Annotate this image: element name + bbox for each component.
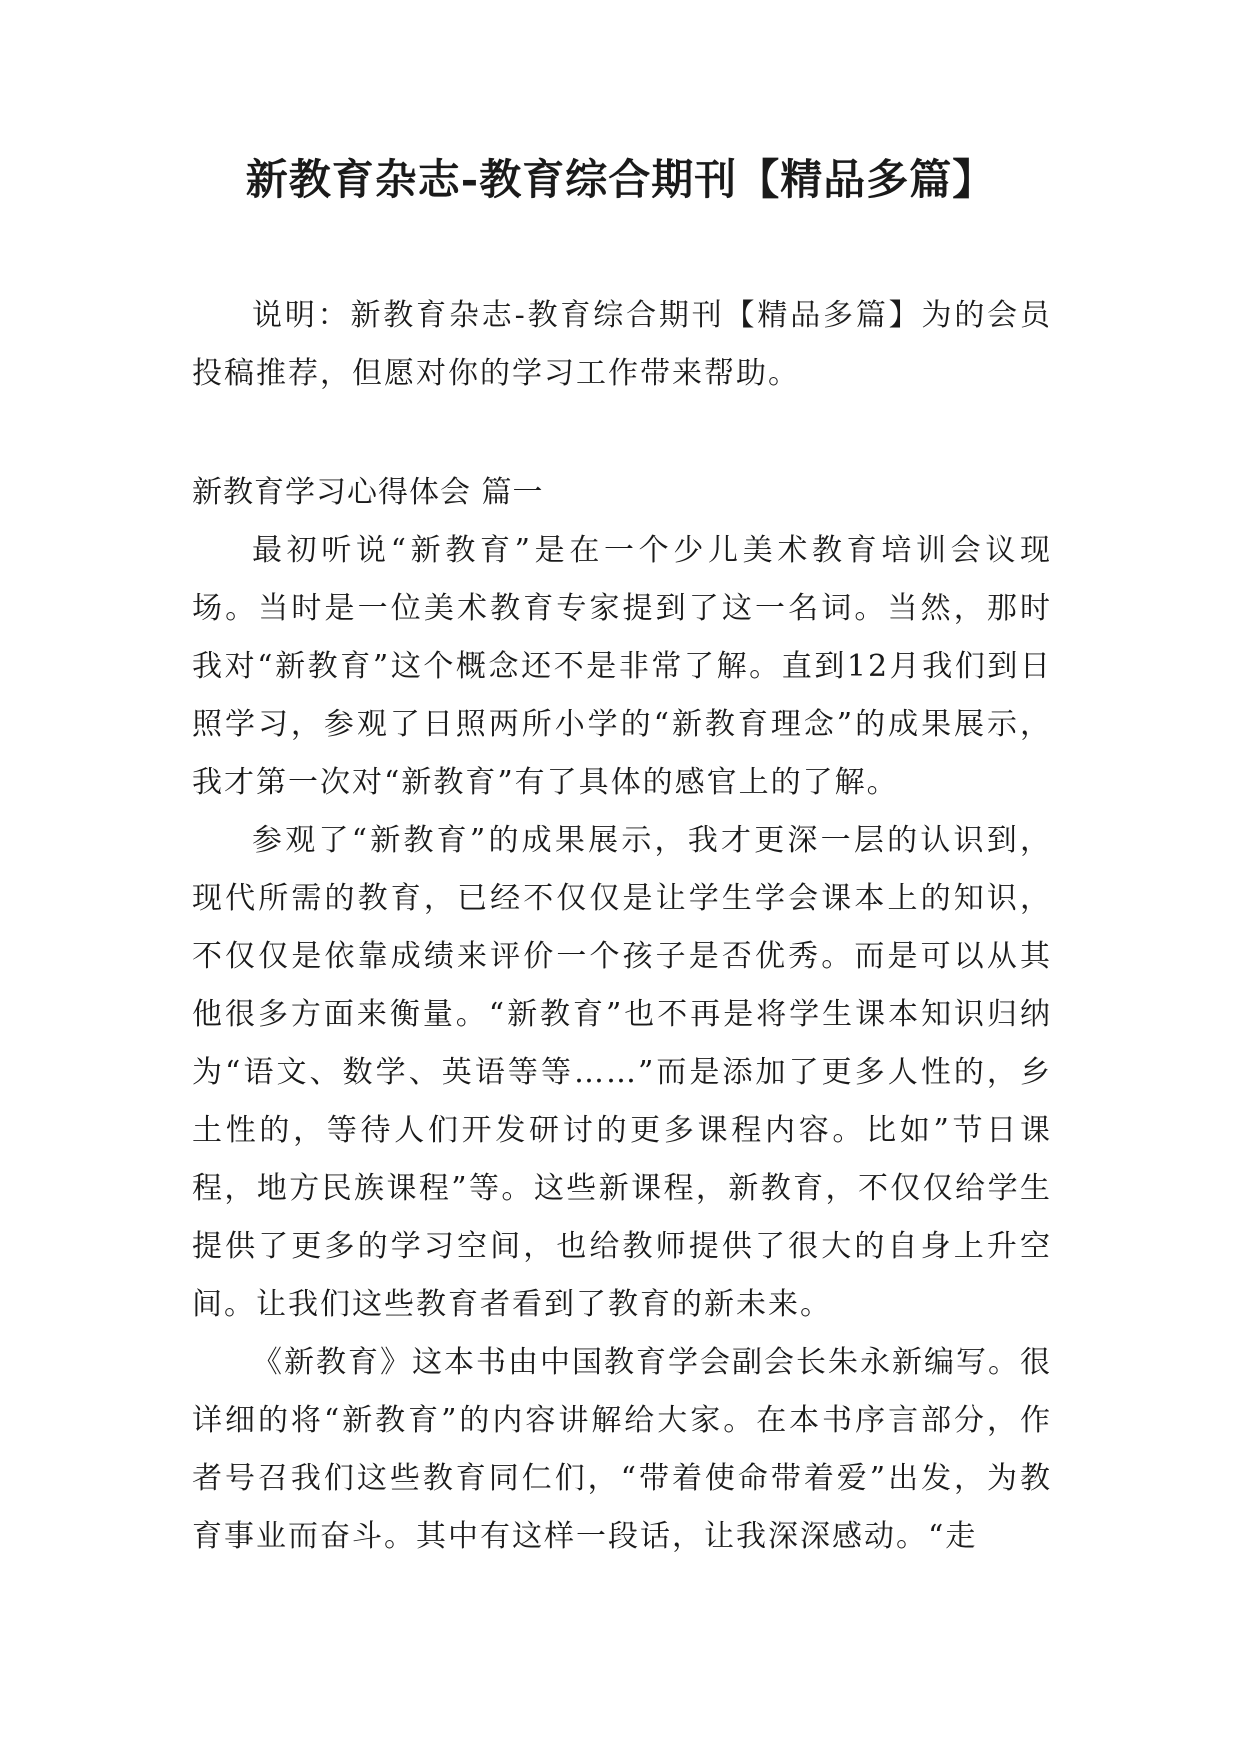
intro-paragraph: 说明：新教育杂志-教育综合期刊【精品多篇】为的会员投稿推荐，但愿对你的学习工作带来帮助。: [192, 298, 1052, 391]
section-heading: 新教育学习心得体会 篇一: [192, 475, 544, 510]
body-paragraph: 最初听说“新教育”是在一个少儿美术教育培训会议现场。当时是一位美术教育专家提到了这一名词。当然，那时我对“新教育”这个概念还不是非常了解。直到12月我们到日照学习，参观了日照两所小学的“新教育理念”的成果展示，我才第一次对“新教育”有了具体的感官上的了解。: [192, 533, 1052, 800]
document-title: 新教育杂志-教育综合期刊【精品多篇】: [245, 155, 996, 204]
section-content: [192, 522, 1052, 1566]
intro-block: [192, 287, 1052, 403]
body-paragraph: 参观了“新教育”的成果展示，我才更深一层的认识到，现代所需的教育，已经不仅仅是让学生学会课本上的知识，不仅仅是依靠成绩来评价一个孩子是否优秀。而是可以从其他很多方面来衡量。“新教育”也不再是将学生课本知识归纳为“语文、数学、英语等等……”而是添加了更多人性的，乡土性的，等待人们开发研讨的更多课程内容。比如”节日课程，地方民族课程”等。这些新课程，新教育，不仅仅给学生提供了更多的学习空间，也给教师提供了很大的自身上升空间。让我们这些教育者看到了教育的新未来。: [192, 823, 1052, 1322]
body-paragraph: 《新教育》这本书由中国教育学会副会长朱永新编写。很详细的将“新教育”的内容讲解给大家。在本书序言部分，作者号召我们这些教育同仁们，“带着使命带着爱”出发，为教育事业而奋斗。其中有这样一段话，让我深深感动。“走: [192, 1345, 1052, 1554]
